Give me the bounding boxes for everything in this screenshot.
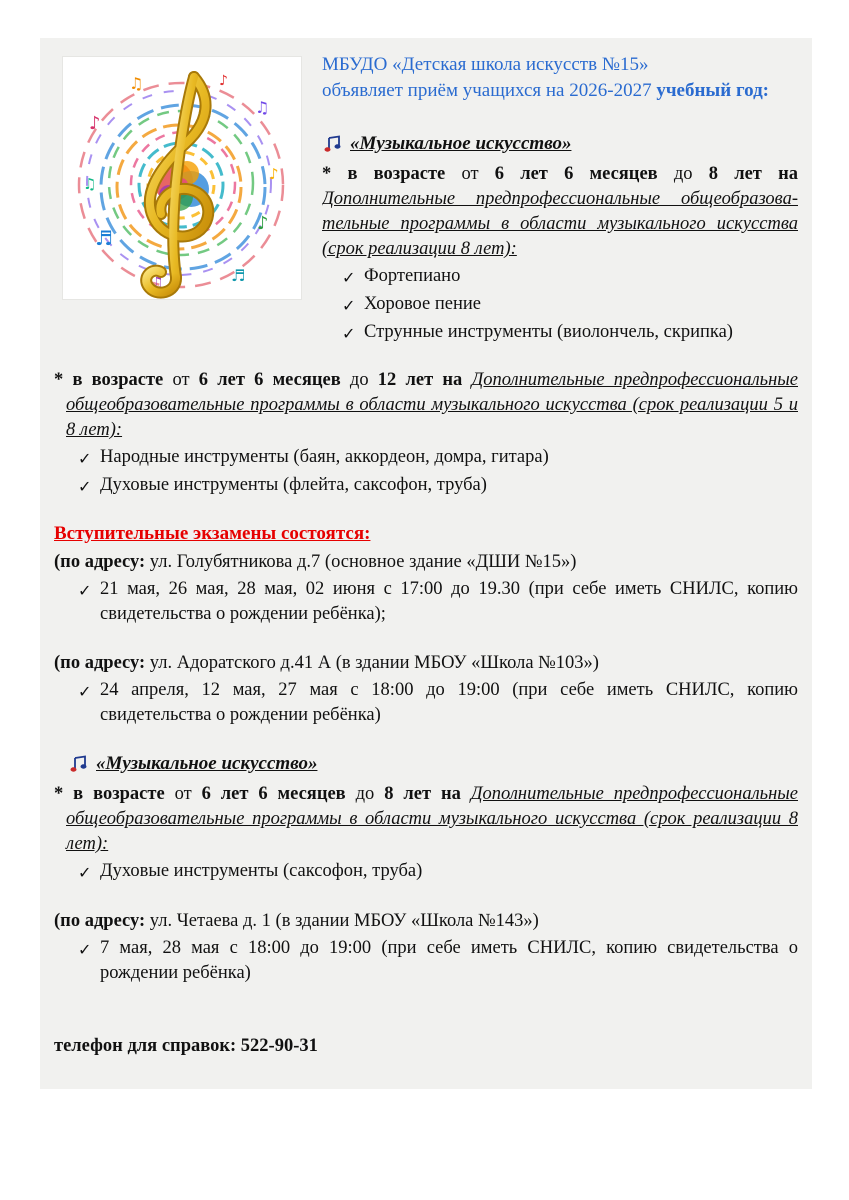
svg-text:♫: ♫ [83,175,97,193]
exam-dates-row [78,678,798,728]
list-item [342,264,798,290]
exam-dates-row [78,577,798,627]
check-icon: ✓ [342,268,356,287]
check-icon: ✓ [78,581,92,600]
check-icon: ✓ [342,296,356,315]
age-regular: от [164,784,202,804]
age-paragraph-2 [54,368,798,443]
check-icon: ✓ [78,477,92,496]
list-item-text: Струнные инструменты (виолончель, скрипка) [364,322,733,342]
program-name-italic: Дополнительные предпрофессиональные общеобразовательные программы в области музыкального искусства (срок реализации 5 и 8 лет): [66,370,798,440]
svg-text:♫: ♫ [151,275,164,291]
svg-text:♪: ♪ [269,165,279,183]
list-item [78,445,798,471]
age-regular-2: до [345,784,385,804]
age-range-bold: 6 лет 6 месяцев [201,784,346,804]
announcement-panel [40,38,812,1089]
age-bold: в возрасте [72,370,164,390]
age-bold: в возрасте [73,784,165,804]
age-regular-2: до [340,370,378,390]
age-regular: от [163,370,199,390]
list-item-text: Хоровое пение [364,294,481,314]
exam-dates-row [78,936,798,986]
age-limit-bold: 12 лет на [377,370,472,390]
star-marker: * [54,784,74,804]
list-item-text: Духовые инструменты (саксофон, труба) [100,861,423,881]
list-item [342,292,798,318]
section-title-music-1 [322,132,798,156]
age-limit-bold: 8 лет на [708,164,798,184]
section-title-text: «Музыкальное искусство» [96,753,318,774]
svg-text:♪: ♪ [89,113,101,134]
svg-text:♫: ♫ [129,74,144,93]
page-title [322,52,798,104]
treble-clef-image [62,56,302,300]
program-name-italic: Дополнительные предпрофессиональные общеобразовательные программы в области музыкального искусства (срок реализации 8 лет): [66,784,798,854]
svg-text:♪: ♪ [219,73,228,89]
header-and-first-section [322,44,798,346]
star-marker: * [54,370,73,390]
list-item-text: Народные инструменты (баян, аккордеон, домра, гитара) [100,447,549,467]
program-name-italic: Дополнительные предпрофессиональные общеобразова-тельные программы в области музыкального искусства (срок реализации 8 лет): [322,189,798,259]
age-regular: от [445,164,495,184]
check-icon: ✓ [342,324,356,343]
check-icon: ✓ [78,940,92,959]
address-text: ул. Адоратского д.41 А (в здании МБОУ «Школа №103») [145,653,599,673]
list-item [78,473,798,499]
venue-address-line-2 [54,651,798,676]
check-icon: ✓ [78,682,92,701]
admission-year-bold: учебный год: [656,80,770,101]
list-item-text: Фортепиано [364,266,461,286]
check-icon: ✓ [78,863,92,882]
age-paragraph-1 [322,162,798,262]
exam-dates-text: 24 апреля, 12 мая, 27 мая с 18:00 до 19:00 (при себе иметь СНИЛС, копию свидетельства о рождении ребёнка) [100,680,798,725]
treble-clef-svg [63,57,301,299]
svg-text:♫: ♫ [255,98,270,117]
venue-address-line-1 [54,550,798,575]
address-text: ул. Голубятникова д.7 (основное здание «ДШИ №15») [145,552,577,572]
address-text: ул. Четаева д. 1 (в здании МБОУ «Школа №143») [145,911,539,931]
section-title-music-2 [68,752,798,776]
age-range-bold: 6 лет 6 месяцев [198,370,341,390]
venue-address-line-3 [54,909,798,934]
svg-text:♬: ♬ [231,266,246,285]
phone-line: телефон для справок: 522-90-31 [54,1036,318,1056]
address-label-bold: (по адресу: [54,911,146,931]
exams-heading: Вступительные экзамены состоятся: [54,523,371,544]
svg-text:♪: ♪ [257,213,269,234]
admission-line: объявляет приём учащихся на 2026-2027 [322,80,657,101]
list-item-text: Духовые инструменты (флейта, саксофон, труба) [100,475,487,495]
age-bold: в возрасте [347,164,446,184]
age-regular-2: до [657,164,709,184]
list-item [342,320,798,346]
school-name: МБУДО «Детская школа искусств №15» [322,54,649,75]
age-range-bold: 6 лет 6 месяцев [494,164,658,184]
address-label-bold: (по адресу: [54,552,146,572]
age-limit-bold: 8 лет на [384,784,471,804]
address-label-bold: (по адресу: [54,653,146,673]
check-icon: ✓ [78,449,92,468]
exam-dates-text: 7 мая, 28 мая с 18:00 до 19:00 (при себе иметь СНИЛС, копию свидетельства о рождении ребёнка) [100,938,798,983]
list-item [78,859,798,885]
star-marker: * [322,164,348,184]
age-paragraph-3 [54,782,798,857]
music-note-icon [68,754,88,774]
section-title-text: «Музыкальное искусство» [350,133,572,154]
svg-text:♬: ♬ [95,226,113,250]
music-note-icon [322,134,342,154]
exam-dates-text: 21 мая, 26 мая, 28 мая, 02 июня с 17:00 до 19.30 (при себе иметь СНИЛС, копию свидетельства о рождении ребёнка); [100,579,798,624]
